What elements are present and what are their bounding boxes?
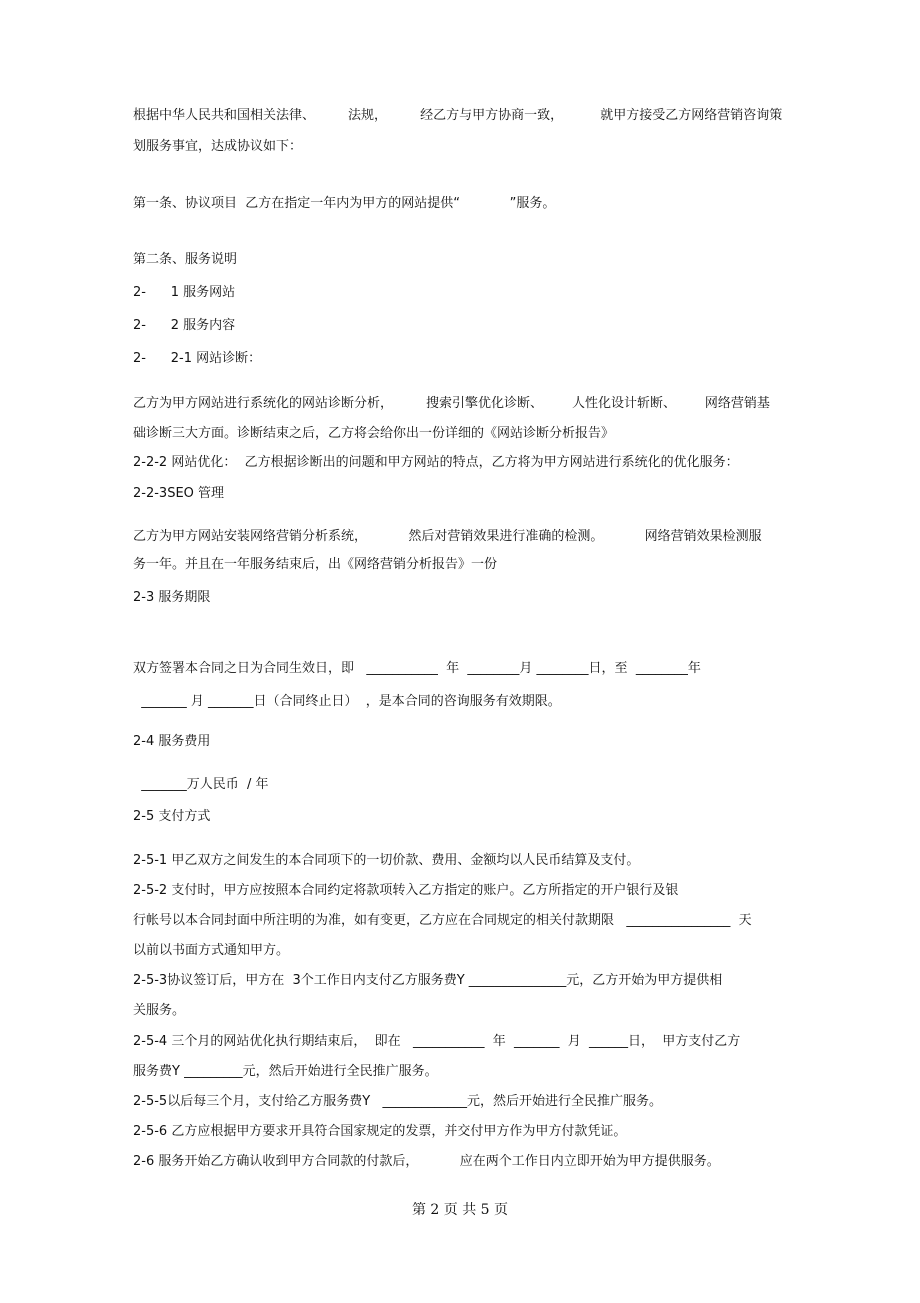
text-line-10: 2-2-2 网站优化： 乙方根据诊断出的问题和甲方网站的特点，乙方将为甲方网站进行系统化的优化服务： (133, 455, 739, 470)
text-line-12: 乙方为甲方网站安装网络营销分析系统， 然后对营销效果进行准确的检测。 网络营销效果检测服 (133, 529, 762, 544)
page-number-footer: 第 2 页 共 5 页 (411, 1202, 509, 1218)
text-line-8: 乙方为甲方网站进行系统化的网站诊断分析， 搜索引擎优化诊断、 人性化设计斩断、 网络营销基 (133, 396, 770, 411)
text-line-3: 第一条、协议项目 乙方在指定一年内为甲方的网站提供“ ”服务。 (133, 196, 556, 211)
text-line-20: 2-5-1 甲乙双方之间发生的本合同项下的一切价款、费用、金额均以人民币结算及支付。 (133, 853, 640, 868)
text-line-28: 2-5-5以后每三个月，支付给乙方服务费Y _____________元，然后开始进行全民推广服务。 (133, 1094, 663, 1109)
text-line-11: 2-2-3SEO 管理 (133, 486, 225, 501)
text-line-15: 双方签署本合同之日为合同生效日，即 ___________ 年 ________月 ________日，至 ________年 (133, 661, 701, 676)
text-line-9: 础诊断三大方面。诊断结束之后，乙方将会给你出一份详细的《网站诊断分析报告》 (133, 426, 615, 441)
text-line-6: 2- 2 服务内容 (133, 318, 236, 333)
text-line-5: 2- 1 服务网站 (133, 285, 236, 300)
text-line-23: 以前以书面方式通知甲方。 (133, 943, 290, 958)
text-line-17: 2-4 服务费用 (133, 734, 211, 749)
text-line-7: 2- 2-1 网站诊断： (133, 351, 262, 366)
text-line-4: 第二条、服务说明 (133, 252, 238, 267)
text-line-30: 2-6 服务开始乙方确认收到甲方合同款的付款后， 应在两个工作日内立即开始为甲方提供服务。 (133, 1154, 720, 1169)
text-line-2: 划服务事宜，达成协议如下： (133, 139, 303, 154)
text-line-25: 关服务。 (133, 1003, 186, 1018)
text-line-1: 根据中华人民共和国相关法律、 法规， 经乙方与甲方协商一致， 就甲方接受乙方网络营销咨询策 (133, 108, 783, 123)
text-line-16: _______ 月 _______日（合同终止日） ，是本合同的咨询服务有效期限。 (133, 694, 561, 709)
text-line-18: _______万人民币 / 年 (133, 777, 269, 792)
text-line-13: 务一年。并且在一年服务结束后，出《网络营销分析报告》一份 (133, 557, 498, 572)
text-line-29: 2-5-6 乙方应根据甲方要求开具符合国家规定的发票，并交付甲方作为甲方付款凭证。 (133, 1124, 627, 1139)
text-line-27: 服务费Y _________元，然后开始进行全民推广服务。 (133, 1064, 438, 1079)
text-line-26: 2-5-4 三个月的网站优化执行期结束后， 即在 ___________ 年 _______ 月 ______日， 甲方支付乙方 (133, 1034, 741, 1049)
text-line-14: 2-3 服务期限 (133, 590, 211, 605)
text-line-22: 行帐号以本合同封面中所注明的为准，如有变更，乙方应在合同规定的相关付款期限 ________________ 天 (133, 913, 752, 928)
text-line-19: 2-5 支付方式 (133, 809, 211, 824)
text-line-24: 2-5-3协议签订后，甲方在 3个工作日内支付乙方服务费Y _______________元，乙方开始为甲方提供相 (133, 973, 723, 988)
text-line-21: 2-5-2 支付时，甲方应按照本合同约定将款项转入乙方指定的账户。乙方所指定的开户银行及银 (133, 883, 679, 898)
